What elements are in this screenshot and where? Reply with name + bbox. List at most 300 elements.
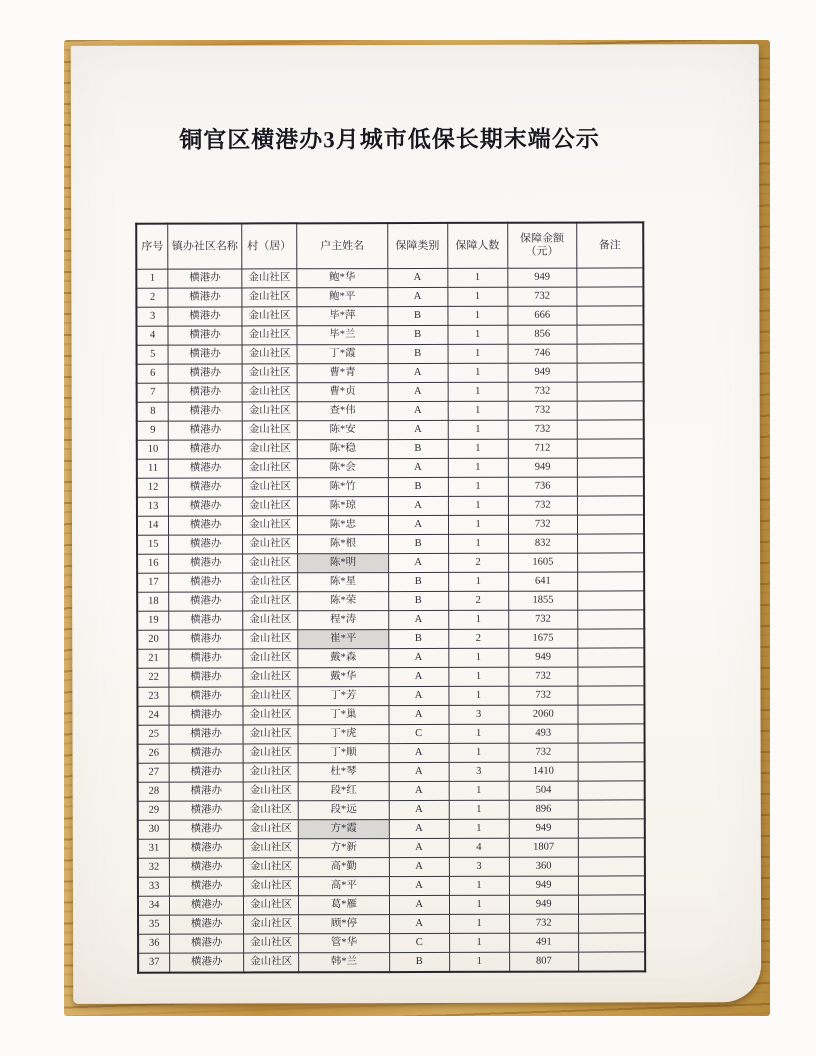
table-row	[137, 439, 644, 459]
cell-amount: 732	[507, 287, 576, 306]
cell-village: 金山社区	[242, 535, 297, 554]
cell-village: 金山社区	[242, 402, 297, 421]
cell-persons: 1	[448, 306, 508, 325]
table-row	[137, 477, 644, 497]
cell-name: 丁*顺	[298, 743, 389, 762]
cell-office: 横港办	[169, 592, 243, 611]
cell-note	[577, 268, 644, 287]
cell-category: A	[388, 553, 448, 572]
cell-category: A	[388, 382, 448, 401]
document-content	[135, 44, 646, 973]
cell-category: B	[389, 952, 449, 972]
cell-name: 陈*安	[297, 420, 388, 439]
cell-note	[577, 306, 644, 325]
table-row	[137, 401, 644, 421]
table-row	[137, 534, 644, 554]
cell-persons: 4	[449, 838, 509, 857]
cell-category: A	[387, 268, 447, 287]
cell-office: 横港办	[168, 345, 242, 364]
cell-name: 丁*霞	[297, 344, 388, 363]
cell-office: 横港办	[169, 440, 243, 459]
cell-amount: 504	[509, 781, 578, 800]
table-row	[138, 895, 645, 915]
cell-persons: 1	[448, 477, 508, 496]
table-row	[136, 306, 643, 326]
cell-persons: 1	[448, 439, 508, 458]
table-row	[137, 667, 644, 687]
table-row	[137, 553, 644, 573]
cell-category: B	[388, 306, 448, 325]
cell-category: A	[389, 762, 449, 781]
table-row	[138, 952, 645, 973]
cell-no: 7	[137, 383, 169, 402]
cell-amount: 732	[508, 686, 577, 705]
cell-note	[578, 591, 645, 610]
header-row	[136, 222, 643, 269]
cell-amount: 732	[508, 496, 577, 515]
cell-category: A	[388, 610, 448, 629]
cell-village: 金山社区	[242, 364, 297, 383]
cell-note	[577, 420, 644, 439]
cell-village: 金山社区	[242, 345, 297, 364]
column-header-category: 保障类别	[387, 223, 447, 269]
cell-persons: 1	[449, 952, 509, 972]
cell-note	[578, 819, 645, 838]
cell-no: 25	[138, 725, 170, 744]
column-header-village: 村（居）	[242, 223, 297, 269]
cell-no: 23	[137, 687, 169, 706]
cell-village: 金山社区	[243, 744, 298, 763]
cell-no: 34	[138, 896, 170, 915]
cell-no: 35	[138, 915, 170, 934]
cell-persons: 1	[448, 496, 508, 515]
cell-persons: 1	[448, 325, 508, 344]
cell-village: 金山社区	[243, 687, 298, 706]
cell-village: 金山社区	[243, 706, 298, 725]
table-row	[136, 268, 643, 288]
cell-village: 金山社区	[243, 630, 298, 649]
column-header-name: 户主姓名	[297, 223, 388, 269]
cell-village: 金山社区	[242, 269, 297, 288]
cell-note	[577, 553, 644, 572]
cell-office: 横港办	[170, 858, 244, 877]
cell-note	[578, 876, 645, 895]
cell-amount: 807	[509, 952, 578, 972]
cell-amount: 949	[507, 268, 576, 287]
cell-amount: 949	[508, 363, 577, 382]
table-row	[137, 572, 644, 592]
cell-village: 金山社区	[243, 801, 298, 820]
cell-name: 段*红	[298, 781, 389, 800]
cell-amount: 1410	[509, 762, 578, 781]
cell-office: 横港办	[169, 687, 243, 706]
column-header-note: 备注	[577, 222, 644, 268]
cell-amount: 732	[508, 401, 577, 420]
cell-office: 横港办	[169, 535, 243, 554]
cell-persons: 1	[448, 667, 508, 686]
table-header	[136, 222, 643, 269]
cell-persons: 1	[448, 610, 508, 629]
table-row	[137, 496, 644, 516]
cell-no: 37	[138, 953, 170, 973]
cell-category: B	[388, 439, 448, 458]
cell-name: 陈*忠	[298, 515, 389, 534]
cell-persons: 1	[447, 287, 507, 306]
cell-village: 金山社区	[242, 459, 297, 478]
cell-note	[578, 629, 645, 648]
cell-no: 36	[138, 934, 170, 953]
cell-note	[577, 534, 644, 553]
table-row	[137, 420, 644, 440]
cell-category: A	[388, 287, 448, 306]
table-row	[137, 686, 644, 706]
cell-amount: 732	[509, 914, 578, 933]
table-row	[137, 382, 644, 402]
cell-no: 2	[136, 288, 168, 307]
cell-category: A	[389, 781, 449, 800]
cell-office: 横港办	[168, 364, 242, 383]
cell-name: 高*勤	[299, 857, 390, 876]
cell-category: A	[389, 914, 449, 933]
cell-office: 横港办	[169, 782, 243, 801]
cell-name: 毕*兰	[297, 325, 388, 344]
cell-office: 横港办	[170, 915, 244, 934]
cell-village: 金山社区	[242, 383, 297, 402]
table-row	[137, 363, 644, 383]
cell-office: 横港办	[169, 649, 243, 668]
table-row	[137, 629, 644, 649]
cell-office: 横港办	[169, 706, 243, 725]
cell-name: 陈*荣	[298, 591, 389, 610]
cell-village: 金山社区	[242, 421, 297, 440]
cell-note	[577, 515, 644, 534]
cell-category: B	[388, 591, 448, 610]
cell-category: A	[389, 819, 449, 838]
cell-category: B	[388, 572, 448, 591]
cell-no: 13	[137, 497, 169, 516]
cell-name: 戴*华	[298, 667, 389, 686]
cell-office: 横港办	[168, 269, 242, 288]
cell-amount: 712	[508, 439, 577, 458]
cell-office: 横港办	[169, 459, 243, 478]
cell-persons: 1	[448, 401, 508, 420]
table-row	[138, 857, 645, 877]
cell-note	[577, 496, 644, 515]
cell-office: 横港办	[169, 668, 243, 687]
cell-village: 金山社区	[242, 440, 297, 459]
cell-no: 33	[138, 877, 170, 896]
cell-persons: 1	[448, 420, 508, 439]
cell-no: 5	[137, 345, 169, 364]
column-header-no: 序号	[136, 224, 168, 270]
cell-persons: 1	[448, 458, 508, 477]
cell-persons: 2	[448, 553, 508, 572]
cell-persons: 1	[449, 686, 509, 705]
cell-amount: 641	[508, 572, 577, 591]
cell-persons: 1	[449, 914, 509, 933]
table-row	[137, 344, 644, 364]
cell-category: A	[388, 648, 448, 667]
table-row	[137, 591, 644, 611]
cell-name: 陈*竹	[298, 477, 389, 496]
cell-no: 20	[137, 630, 169, 649]
table-row	[138, 819, 645, 839]
cell-note	[577, 344, 644, 363]
cell-village: 金山社区	[243, 649, 298, 668]
table-row	[138, 914, 645, 934]
cell-amount: 732	[508, 515, 577, 534]
cell-village: 金山社区	[243, 915, 298, 934]
cell-village: 金山社区	[242, 516, 297, 535]
cell-no: 9	[137, 421, 169, 440]
cell-name: 丁*虎	[298, 724, 389, 743]
cell-amount: 896	[509, 800, 578, 819]
cell-name: 陈*星	[298, 572, 389, 591]
cell-amount: 1807	[509, 838, 578, 857]
cell-village: 金山社区	[243, 782, 298, 801]
cell-note	[577, 439, 644, 458]
cell-office: 横港办	[168, 326, 242, 345]
cell-no: 17	[137, 573, 169, 592]
cell-category: B	[388, 344, 448, 363]
cell-note	[577, 401, 644, 420]
cell-note	[578, 572, 645, 591]
cell-note	[578, 933, 645, 952]
cell-name: 曹*贞	[297, 382, 388, 401]
cell-category: A	[388, 420, 448, 439]
cell-category: A	[389, 705, 449, 724]
cell-office: 横港办	[170, 820, 244, 839]
cell-no: 28	[138, 782, 170, 801]
cell-category: C	[389, 933, 449, 952]
cell-office: 横港办	[168, 402, 242, 421]
cell-note	[578, 857, 645, 876]
cell-amount: 493	[509, 724, 578, 743]
cell-name: 鲍*华	[297, 268, 388, 287]
cell-office: 横港办	[169, 573, 243, 592]
cell-name: 曹*青	[297, 363, 388, 382]
cell-office: 横港办	[169, 763, 243, 782]
cell-name: 陈*明	[298, 553, 389, 572]
cell-amount: 732	[508, 420, 577, 439]
cell-name: 顾*停	[299, 914, 390, 933]
cell-village: 金山社区	[243, 611, 298, 630]
table-row	[138, 838, 645, 858]
table-row	[137, 458, 644, 478]
cell-note	[578, 838, 645, 857]
table-row	[138, 933, 645, 953]
table-row	[137, 648, 644, 668]
cell-amount: 491	[509, 933, 578, 952]
cell-no: 27	[138, 763, 170, 782]
cell-category: A	[389, 667, 449, 686]
cell-amount: 1605	[508, 553, 577, 572]
cell-persons: 1	[449, 876, 509, 895]
table-row	[137, 705, 644, 725]
cell-name: 韩*兰	[299, 952, 390, 972]
cell-name: 高*平	[299, 876, 390, 895]
cell-amount: 666	[507, 306, 576, 325]
cell-village: 金山社区	[242, 326, 297, 345]
cell-no: 21	[137, 649, 169, 668]
cell-note	[578, 895, 645, 914]
cell-persons: 1	[448, 363, 508, 382]
cell-amount: 1855	[508, 591, 577, 610]
cell-name: 段*远	[298, 800, 389, 819]
cell-category: A	[389, 838, 449, 857]
cell-note	[577, 325, 644, 344]
cell-amount: 732	[508, 610, 577, 629]
cell-amount: 832	[508, 534, 577, 553]
cell-category: A	[389, 686, 449, 705]
cell-office: 横港办	[169, 554, 243, 573]
cell-name: 鲍*平	[297, 287, 388, 306]
cell-no: 10	[137, 440, 169, 459]
cell-name: 陈*稳	[297, 439, 388, 458]
cell-village: 金山社区	[242, 554, 297, 573]
cell-persons: 2	[448, 591, 508, 610]
cell-name: 葛*雁	[299, 895, 390, 914]
cell-persons: 2	[448, 629, 508, 648]
cell-name: 查*伟	[297, 401, 388, 420]
cell-persons: 3	[449, 705, 509, 724]
cell-village: 金山社区	[243, 820, 298, 839]
cell-office: 横港办	[169, 630, 243, 649]
cell-amount: 746	[508, 344, 577, 363]
cell-no: 26	[138, 744, 170, 763]
wood-desk-background	[64, 40, 770, 1016]
cell-amount: 856	[508, 325, 577, 344]
cell-no: 32	[138, 858, 170, 877]
paper-sheet	[71, 44, 762, 1004]
cell-name: 丁*芳	[298, 686, 389, 705]
cell-no: 12	[137, 478, 169, 497]
cell-note	[578, 686, 645, 705]
table-row	[138, 876, 645, 896]
cell-note	[578, 762, 645, 781]
cell-amount: 736	[508, 477, 577, 496]
cell-amount: 949	[509, 876, 578, 895]
cell-amount: 949	[508, 458, 577, 477]
cell-village: 金山社区	[243, 877, 298, 896]
cell-name: 戴*森	[298, 648, 389, 667]
cell-amount: 2060	[509, 705, 578, 724]
cell-category: A	[389, 876, 449, 895]
cell-no: 22	[137, 668, 169, 687]
cell-amount: 732	[509, 743, 578, 762]
cell-amount: 360	[509, 857, 578, 876]
cell-name: 方*霞	[298, 819, 389, 838]
column-header-amount: 保障金额（元）	[507, 222, 576, 268]
cell-no: 18	[137, 592, 169, 611]
cell-category: C	[389, 724, 449, 743]
benefits-table	[135, 221, 646, 973]
table-row	[138, 724, 645, 744]
cell-category: B	[388, 477, 448, 496]
cell-office: 横港办	[170, 953, 244, 973]
cell-note	[578, 667, 645, 686]
cell-office: 横港办	[170, 896, 244, 915]
cell-office: 横港办	[170, 934, 244, 953]
cell-amount: 949	[509, 819, 578, 838]
cell-office: 横港办	[169, 725, 243, 744]
cell-persons: 1	[449, 895, 509, 914]
cell-persons: 1	[449, 743, 509, 762]
cell-no: 11	[137, 459, 169, 478]
cell-category: A	[388, 363, 448, 382]
cell-category: B	[388, 325, 448, 344]
cell-village: 金山社区	[243, 573, 298, 592]
cell-note	[579, 952, 646, 972]
cell-note	[578, 705, 645, 724]
cell-office: 横港办	[169, 744, 243, 763]
cell-category: A	[388, 458, 448, 477]
cell-no: 15	[137, 535, 169, 554]
cell-office: 横港办	[168, 383, 242, 402]
cell-name: 丁*巢	[298, 705, 389, 724]
table-row	[137, 610, 644, 630]
page-title: 铜官区横港办3月城市低保长期末端公示	[179, 126, 600, 153]
table-row	[136, 287, 643, 307]
cell-category: A	[389, 895, 449, 914]
cell-note	[578, 648, 645, 667]
cell-category: A	[389, 743, 449, 762]
cell-name: 杜*琴	[298, 762, 389, 781]
cell-persons: 1	[449, 781, 509, 800]
cell-village: 金山社区	[243, 839, 298, 858]
cell-persons: 1	[447, 268, 507, 287]
cell-no: 29	[138, 801, 170, 820]
cell-category: A	[388, 496, 448, 515]
cell-no: 4	[136, 326, 168, 345]
cell-note	[577, 287, 644, 306]
cell-no: 1	[136, 269, 168, 288]
cell-persons: 1	[448, 648, 508, 667]
cell-note	[578, 781, 645, 800]
cell-amount: 732	[508, 382, 577, 401]
cell-persons: 1	[449, 819, 509, 838]
cell-office: 横港办	[168, 307, 242, 326]
cell-persons: 1	[449, 800, 509, 819]
cell-village: 金山社区	[243, 934, 298, 953]
column-header-persons: 保障人数	[447, 223, 507, 269]
cell-village: 金山社区	[242, 288, 297, 307]
cell-persons: 1	[449, 933, 509, 952]
cell-persons: 3	[449, 857, 509, 876]
cell-village: 金山社区	[243, 858, 298, 877]
cell-village: 金山社区	[244, 953, 299, 973]
table-row	[137, 515, 644, 535]
cell-note	[578, 914, 645, 933]
table-body	[136, 268, 645, 973]
cell-note	[578, 743, 645, 762]
cell-category: B	[388, 534, 448, 553]
cell-amount: 1675	[508, 629, 577, 648]
cell-office: 横港办	[170, 801, 244, 820]
cell-village: 金山社区	[243, 668, 298, 687]
table-row	[138, 781, 645, 801]
cell-office: 横港办	[169, 497, 243, 516]
cell-category: A	[389, 800, 449, 819]
cell-no: 24	[137, 706, 169, 725]
cell-note	[578, 724, 645, 743]
cell-note	[577, 382, 644, 401]
cell-office: 横港办	[169, 478, 243, 497]
cell-office: 横港办	[170, 877, 244, 896]
cell-village: 金山社区	[243, 896, 298, 915]
cell-amount: 949	[509, 895, 578, 914]
cell-office: 横港办	[170, 839, 244, 858]
